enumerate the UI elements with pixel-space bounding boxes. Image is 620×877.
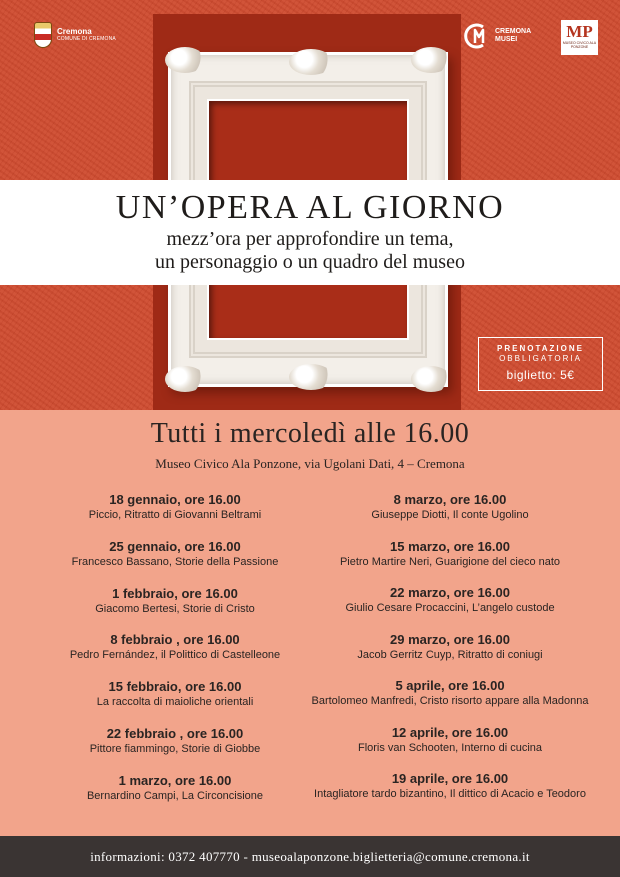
event-item xyxy=(298,771,602,818)
event-date: 8 febbraio , ore 16.00 xyxy=(110,632,240,648)
venue-address: Museo Civico Ala Ponzone, via Ugolani Dati, 4 – Cremona xyxy=(155,456,465,471)
event-description: Floris van Schooten, Interno di cucina xyxy=(357,741,543,754)
event-description: Bartolomeo Manfredi, Cristo risorto appare alla Madonna xyxy=(311,695,589,707)
event-item xyxy=(30,632,320,679)
schedule-headline: Tutti i mercoledì alle 16.00 xyxy=(150,418,470,449)
event-date: 25 gennaio, ore 16.00 xyxy=(109,538,241,554)
logo-city-name: Cremona xyxy=(57,27,92,37)
event-date: 5 aprile, ore 16.00 xyxy=(395,678,505,693)
event-description: Pittore fiammingo, Storie di Giobbe xyxy=(89,742,261,755)
logo-comune-sub: COMUNE DI CREMONA xyxy=(57,35,116,42)
event-description: Jacob Gerritz Cuyp, Ritratto di coniugi xyxy=(357,648,543,661)
schedule-column-right xyxy=(298,492,602,818)
badge-reservation: PRENOTAZIONE xyxy=(497,344,584,353)
museo-ala-ponzone-logo xyxy=(561,20,598,55)
event-item xyxy=(30,679,320,726)
subtitle-line-2: un personaggio o un quadro del museo xyxy=(155,251,465,273)
event-date: 29 marzo, ore 16.00 xyxy=(390,631,510,647)
event-description: Giulio Cesare Procaccini, L’angelo custode xyxy=(345,602,555,614)
event-description: Giuseppe Diotti, Il conte Ugolino xyxy=(371,509,529,521)
frame-ornament xyxy=(289,364,333,390)
event-item xyxy=(298,585,602,632)
event-date: 22 marzo, ore 16.00 xyxy=(390,585,510,600)
museum-logo-mark: MP xyxy=(566,22,593,41)
title-band xyxy=(0,180,620,285)
page-title: UN’OPERA AL GIORNO xyxy=(115,189,505,226)
schedule-column-left xyxy=(30,492,320,820)
event-date: 1 marzo, ore 16.00 xyxy=(118,772,232,788)
museum-logo-sub: MUSEO CIVICO ALA PONZONE xyxy=(562,41,597,49)
event-date: 15 marzo, ore 16.00 xyxy=(390,538,510,554)
event-description: Giacomo Bertesi, Storie di Cristo xyxy=(95,602,255,615)
comune-cremona-logo xyxy=(34,22,116,48)
event-date: 8 marzo, ore 16.00 xyxy=(393,492,507,507)
musei-logo-line1: CREMONA xyxy=(495,28,532,36)
footer-contact: informazioni: 0372 407770 - museoalaponzone.biglietteria@comune.cremona.it xyxy=(0,836,620,877)
frame-ornament xyxy=(289,49,333,75)
event-description: Bernardino Campi, La Circoncisione xyxy=(86,789,264,802)
cremona-musei-logo xyxy=(463,22,531,50)
event-description: La raccolta di maioliche orientali xyxy=(96,696,254,709)
event-date: 18 gennaio, ore 16.00 xyxy=(109,492,241,507)
frame-ornament xyxy=(165,47,205,73)
event-date: 19 aprile, ore 16.00 xyxy=(391,771,509,786)
subtitle-line-1: mezz’ora per approfondire un tema, xyxy=(166,228,454,250)
event-date: 1 febbraio, ore 16.00 xyxy=(112,585,238,601)
event-description: Pietro Martire Neri, Guarigione del cieco nato xyxy=(339,555,561,568)
event-description: Intagliatore tardo bizantino, Il dittico di Acacio e Teodoro xyxy=(314,788,586,800)
event-date: 12 aprile, ore 16.00 xyxy=(391,724,509,740)
event-item xyxy=(298,632,602,679)
frame-ornament xyxy=(165,366,205,392)
coat-of-arms-icon xyxy=(34,22,52,48)
event-date: 15 febbraio, ore 16.00 xyxy=(108,679,242,695)
event-item xyxy=(298,725,602,772)
event-item xyxy=(30,773,320,820)
badge-ticket-price: biglietto: 5€ xyxy=(506,368,575,382)
event-description: Pedro Fernández, il Polittico di Castelleone xyxy=(69,649,281,662)
hero-banner xyxy=(0,0,620,410)
frame-ornament xyxy=(411,47,451,73)
event-description: Piccio, Ritratto di Giovanni Beltrami xyxy=(88,509,262,521)
event-item xyxy=(30,586,320,633)
badge-mandatory: OBBLIGATORIA xyxy=(499,354,582,363)
cm-logo-icon xyxy=(463,22,491,50)
event-description: Francesco Bassano, Storie della Passione xyxy=(71,555,279,568)
musei-logo-line2: MUSEI xyxy=(495,36,518,43)
event-item xyxy=(30,726,320,773)
frame-ornament xyxy=(411,366,451,392)
event-item xyxy=(298,492,602,539)
event-item xyxy=(298,539,602,586)
event-item xyxy=(30,539,320,586)
reservation-badge xyxy=(478,337,603,391)
event-item xyxy=(30,492,320,539)
event-item xyxy=(298,678,602,725)
event-date: 22 febbraio , ore 16.00 xyxy=(106,725,244,741)
